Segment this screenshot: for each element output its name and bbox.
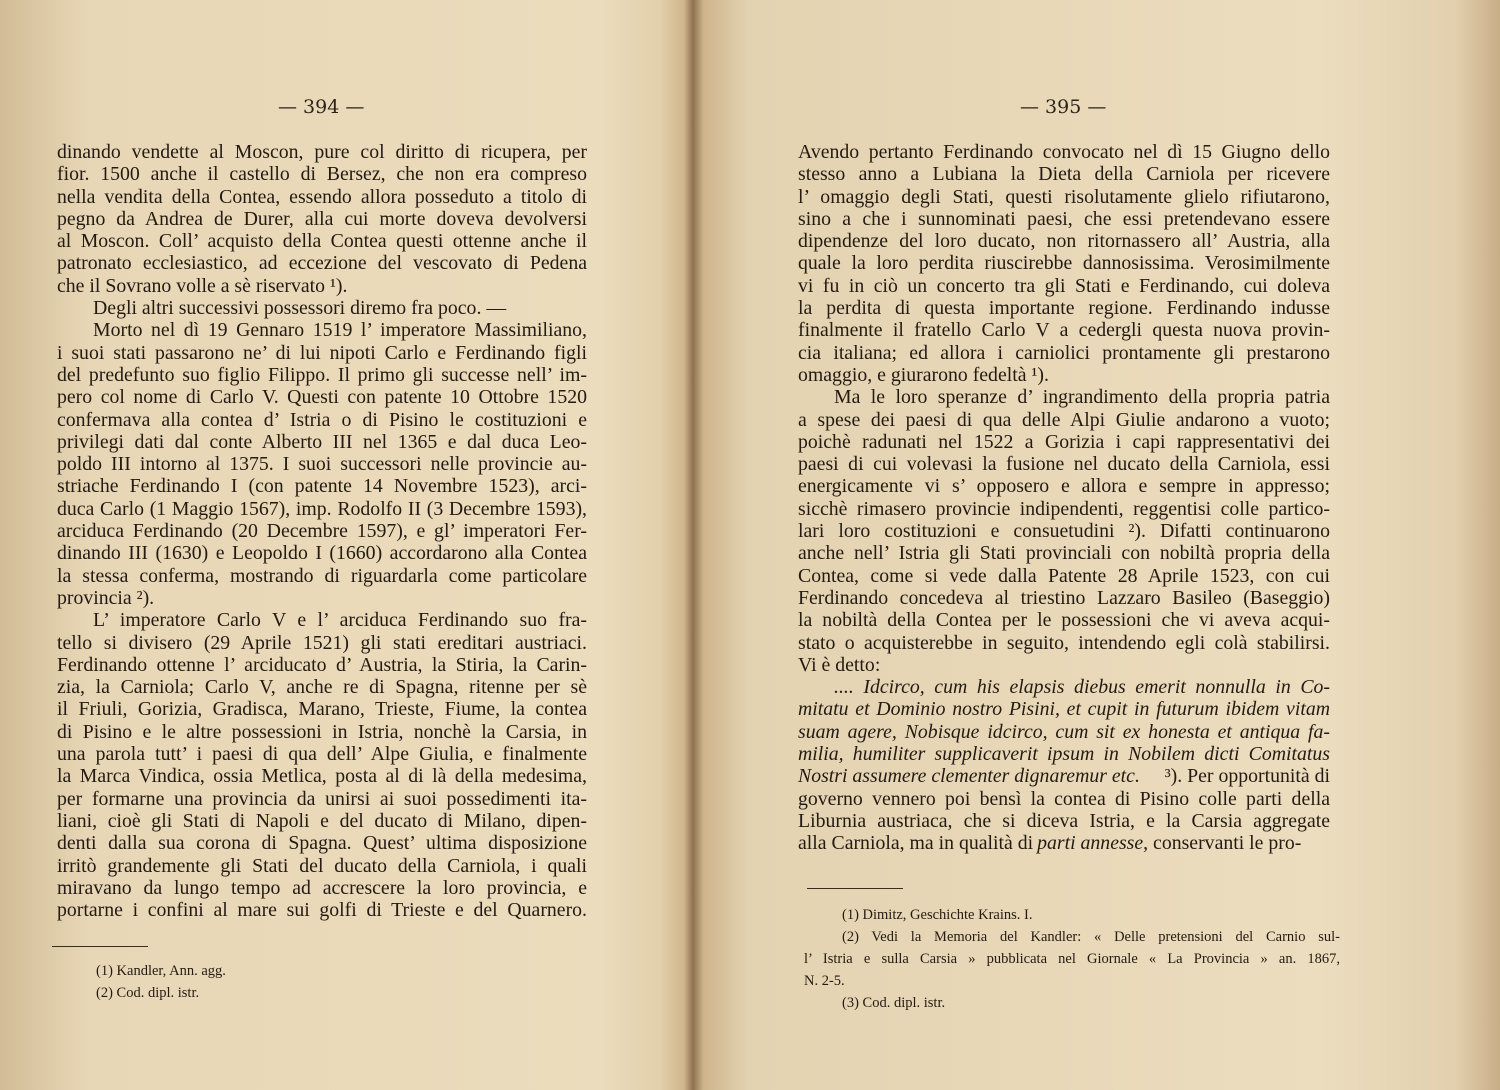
text-line: fior. 1500 anche il castello di Bersez, che non era compreso <box>57 163 587 186</box>
text-line: stesso anno a Lubiana la Dieta della Carniola per ricevere <box>798 163 1330 186</box>
text-line: omaggio, e giurarono fedeltà ¹). <box>798 363 1049 386</box>
page-number: — 395 — <box>1020 96 1107 118</box>
footnote-rule <box>807 888 903 889</box>
text-line: poldo III intorno al 1375. I suoi successori nelle provincie au- <box>57 453 587 476</box>
text-segment: , conservanti le pro- <box>1143 832 1302 855</box>
text-line: Morto nel dì 19 Gennaro 1519 l’ imperatore Massimiliano, <box>93 319 587 342</box>
text-line: la Marca Vindica, ossia Metlica, posta al di là della medesima, <box>57 765 587 788</box>
text-line: pero col nome di Carlo V. Questi con patente 10 Ottobre 1520 <box>57 386 587 409</box>
footnote: (2) Cod. dipl. istr. <box>96 985 200 1001</box>
text-line: Contea, come si vede dalla Patente 28 Aprile 1523, con cui <box>798 564 1330 587</box>
text-line: Vi è detto: <box>798 653 881 676</box>
latin-quote-line: suam agere, Nobisque idcirco, cum sit ex honesta et antiqua fa- <box>798 720 1330 743</box>
text-line: denti dalla sua corona di Spagna. Quest’ ultima disposizione <box>57 832 587 855</box>
text-line: privilegi dati dal conte Alberto III nel 1365 e dal duca Leo- <box>57 430 587 453</box>
text-line: poichè radunati nel 1522 a Gorizia i capi rappresentativi dei <box>798 430 1330 453</box>
text-line: striache Ferdinando I (con patente 14 Novembre 1523), arci- <box>57 475 587 498</box>
text-line: governo vennero poi bensì la contea di Pisino colle parti della <box>798 787 1330 810</box>
footnote: (3) Cod. dipl. istr. <box>842 995 946 1011</box>
text-line: irritò grandemente gli Stati del ducato della Carniola, i quali <box>57 854 587 877</box>
text-line: Ferdinando concedeva al triestino Lazzaro Basileo (Baseggio) <box>798 586 1330 609</box>
text-line: di Pisino e le altre possessioni in Istria, nonchè la Carsia, in <box>57 720 587 743</box>
text-line: la stessa conferma, mostrando di riguardarla come particolare <box>57 564 587 587</box>
footnotes <box>804 904 1340 1014</box>
text-line <box>798 765 1330 787</box>
body-text <box>57 141 587 921</box>
text-line: lari loro costituzioni e consuetudini ²). Difatti continuarono <box>798 520 1330 543</box>
text-line: il Friuli, Gorizia, Gradisca, Marano, Trieste, Fiume, la contea <box>57 698 587 721</box>
latin-quote-line: mitatu et Dominio nostro Pisini, et cupit in futurum ibidem vitam <box>798 698 1330 721</box>
text-line: che il Sovrano volle a sè riservato ¹). <box>57 274 348 297</box>
text-line: patronato ecclesiastico, ad eccezione del vescovato di Pedena <box>57 252 587 275</box>
text-line: a spese dei paesi di qua delle Alpi Giulie andarono a vuoto; <box>798 408 1330 431</box>
text-line: tello si divisero (29 Aprile 1521) gli stati ereditari austriaci. <box>57 631 587 654</box>
latin-quote-line: milia, humiliter supplicaverit ipsum in Nobilem dicti Comitatus <box>798 743 1330 766</box>
footnotes <box>96 960 396 1004</box>
text-line: anche nell’ Istria gli Stati provinciali con nobiltà propria della <box>798 542 1330 565</box>
footnote: N. 2-5. <box>804 973 845 989</box>
text-line: paesi di cui volevasi la fusione nel ducato della Carniola, essi <box>798 453 1330 476</box>
text-line: Degli altri successivi possessori diremo fra poco. — <box>93 297 507 320</box>
text-line: confermava alla contea d’ Istria o di Pisino le costituzioni e <box>57 408 587 431</box>
text-line: del predefunto suo figlio Filippo. Il primo gli successe nell’ im- <box>57 363 587 386</box>
text-line: i suoi stati passarono ne’ di lui nipoti Carlo e Ferdinando figli <box>57 341 587 364</box>
text-line: arciduca Ferdinando (20 Decembre 1597), e gl’ imperatori Fer- <box>57 520 587 543</box>
latin-quote-line: .... Idcirco, cum his elapsis diebus emerit nonnulla in Co- <box>834 676 1330 699</box>
text-line: energicamente vi s’ opposero e allora e sempre in appresso; <box>798 475 1330 498</box>
text-line: liani, cioè gli Stati di Napoli e del ducato di Milano, dipen- <box>57 809 587 832</box>
text-line: dinando vendette al Moscon, pure col diritto di ricupera, per <box>57 141 587 163</box>
text-line: vi fu in ciò un concerto tra gli Stati e Ferdinando, cui doleva <box>798 274 1330 297</box>
text-line: pegno da Andrea de Durer, alla cui morte doveva devolversi <box>57 207 587 230</box>
text-line: Ma le loro speranze d’ ingrandimento della propria patria <box>834 386 1330 409</box>
text-line: provincia ²). <box>57 586 155 609</box>
body-text <box>798 141 1330 855</box>
text-line: Avendo pertanto Ferdinando convocato nel dì 15 Giugno dello <box>798 141 1330 163</box>
footnote: (2) Vedi la Memoria del Kandler: « Delle pretensioni del Carnio sul- <box>842 929 1340 945</box>
text-line: sicchè rimasero provincie indipendenti, reggentisi colle partico- <box>798 497 1330 520</box>
text-line: Ferdinando ottenne l’ arciducato d’ Austria, la Stiria, la Carin- <box>57 653 587 676</box>
text-segment: ³). Per opportunità di <box>1164 765 1330 788</box>
text-line: dipendenze del loro ducato, non ritornassero all’ Austria, alla <box>798 230 1330 253</box>
text-line: L’ imperatore Carlo V e l’ arciduca Ferdinando suo fra- <box>93 609 587 632</box>
text-line: dinando III (1630) e Leopoldo I (1660) accordarono alla Contea <box>57 542 587 565</box>
left-page <box>0 0 690 1090</box>
footnote: l’ Istria e sulla Carsia » pubblicata nel Giornale « La Provincia » an. 1867, <box>804 951 1340 967</box>
footnote-rule <box>52 946 148 947</box>
right-page <box>700 0 1500 1090</box>
text-line: quale la loro perdita riuscirebbe dannosissima. Verosimilmente <box>798 252 1330 275</box>
text-segment: alla Carniola, ma in qualità di <box>798 832 1034 855</box>
latin-quote-end: Nostri assumere clementer dignaremur etc. <box>798 765 1140 788</box>
text-line: Liburnia austriaca, che si diceva Istria, e la Carsia aggregate <box>798 809 1330 832</box>
text-line: la nobiltà della Contea per le possessioni che vi aveva acqui- <box>798 609 1330 632</box>
text-line: sino a che i sunnominati paesi, che essi pretendevano essere <box>798 207 1330 230</box>
text-line: portarne i confini al mare sui golfi di Trieste e del Quarnero. <box>57 899 587 922</box>
text-line: stato o acquisterebbe in seguito, intendendo egli colà stabilirsi. <box>798 631 1330 654</box>
text-line: per formarne una provincia da unirsi ai suoi possedimenti ita- <box>57 787 587 810</box>
text-line: una parola tutt’ i paesi di qua dell’ Alpe Giulia, e finalmente <box>57 743 587 766</box>
footnote: (1) Kandler, Ann. agg. <box>96 963 226 979</box>
page-number: — 394 — <box>278 96 365 118</box>
italic-phrase: parti annesse <box>1037 832 1144 855</box>
text-line: al Moscon. Coll’ acquisto della Contea questi ottenne anche il <box>57 230 587 253</box>
text-line: l’ omaggio degli Stati, questi risolutamente glielo rifiutarono, <box>798 185 1330 208</box>
text-line: la perdita di questa importante regione. Ferdinando indusse <box>798 297 1330 320</box>
text-line: duca Carlo (1 Maggio 1567), imp. Rodolfo II (3 Decembre 1593), <box>57 497 587 520</box>
text-line: cia italiana; ed allora i carniolici prontamente gli prestarono <box>798 341 1330 364</box>
text-line: nella vendita della Contea, essendo allora posseduto a titolo di <box>57 185 587 208</box>
text-line <box>798 832 1330 854</box>
text-line: miravano da lungo tempo ad accrescere la loro provincia, e <box>57 876 587 899</box>
footnote: (1) Dimitz, Geschichte Krains. I. <box>842 907 1033 923</box>
text-line: zia, la Carniola; Carlo V, anche re di Spagna, ritenne per sè <box>57 676 587 699</box>
text-line: finalmente il fratello Carlo V a cedergli questa nuova provin- <box>798 319 1330 342</box>
